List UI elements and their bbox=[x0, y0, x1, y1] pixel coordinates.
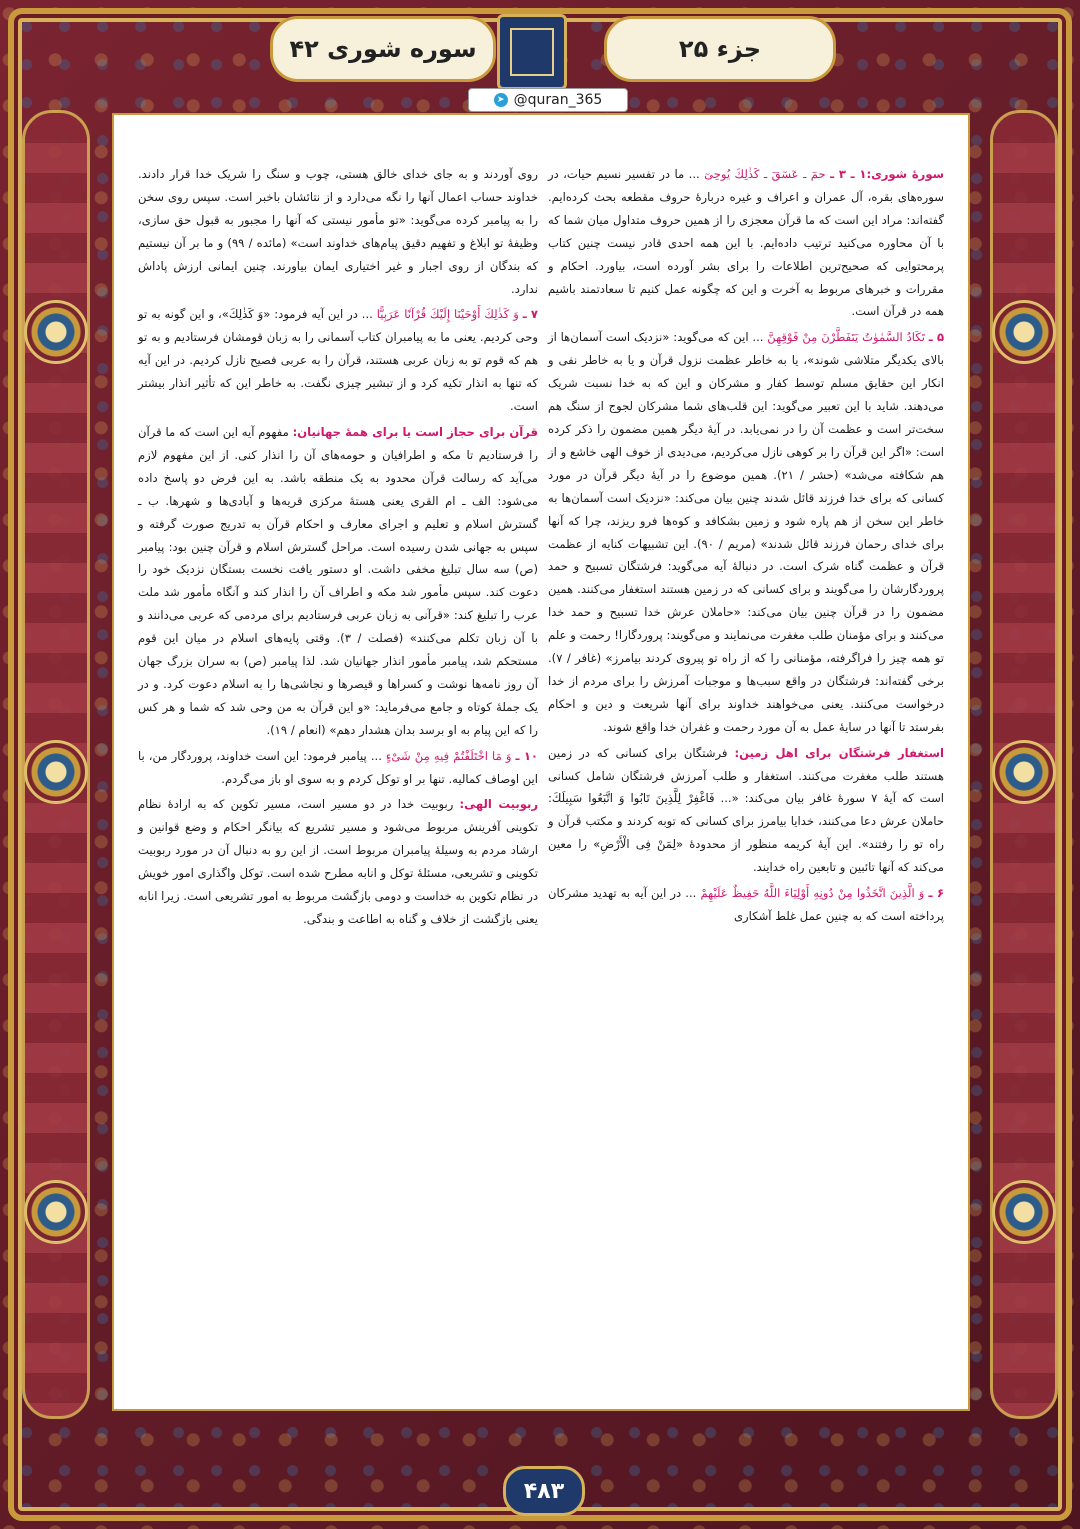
arabic-verse: وَ كَذٰلِكَ أَوْحَيْنَا إِلَيْكَ قُرْآنًا عَرَبِيًّا bbox=[372, 307, 523, 322]
surah-title: سوره شوری ۴۲ bbox=[270, 16, 496, 82]
paragraph bbox=[138, 421, 538, 742]
paragraph-lead: سورهٔ شوری:۱ ـ ۳ ـ bbox=[830, 167, 945, 181]
paragraph bbox=[138, 745, 538, 791]
paragraph-text: ربوبیت خدا در دو مسیر است، مسیر تکوین که به ارادهٔ نظام تکوینی آفرینش مربوط می‌شود و مسیر تشریع که بیانگر احکام و وضع قوانین و ارشاد مردم به وسیلهٔ پیامبران مربوط است. از این رو به دنبال آن در مورد ربوبیت تکوینی و تشریعی، مسئلهٔ توکل و انابه مطرح شده است. توکل واگذاری امور خویش در نظام تکوین به خداست و دومی بازگشت مربوط به امور تشریعی است. زیرا انابه یعنی بازگشت از خلاف و گناه به اطاعت و بندگی. bbox=[138, 797, 538, 926]
text-panel bbox=[112, 113, 970, 1411]
paragraph-lead: قرآن برای حجاز است یا برای همهٔ جهانیان: bbox=[292, 424, 539, 439]
quran-calligraphy-logo-icon bbox=[497, 14, 567, 90]
paragraph-text: روی آوردند و به جای خدای خالق هستی، چوب و سنگ را شریک خدا قرار دادند. خداوند حساب اعمال آنها را نگه می‌دارد و از نتائشان باخبر است. سپس روی سخن را به پیامبر کرده می‌گوید: «تو مأمور نیستی که آنها را مجبور به قبول حق سازی، وظیفهٔ تو ابلاغ و تفهیم دقیق پیام‌های خداوند است» (مائده / ۹۹) و ما بر آن نیستیم که بندگان از روی اجبار و غیر اختیاری ایمان بیاورند. چنین ایمانی ارزش پاداش ندارد. bbox=[138, 167, 538, 296]
paragraph bbox=[548, 742, 944, 879]
paragraph bbox=[138, 163, 538, 300]
arabic-verse: حمٓ ـ عٓسٓقٓ ـ كَذٰلِكَ يُوحِىٓ bbox=[699, 167, 831, 181]
arabic-verse: تَكَادُ السَّمٰوٰتُ يَتَفَطَّرْنَ مِنْ فَوْقِهِنَّ bbox=[763, 330, 929, 345]
paragraph bbox=[548, 163, 944, 323]
medallion-ornament-icon bbox=[992, 300, 1056, 364]
paragraph-lead: ۶ ـ bbox=[928, 886, 945, 901]
paragraph-lead: ۷ ـ bbox=[522, 307, 538, 322]
medallion-ornament-icon bbox=[24, 300, 88, 364]
paragraph bbox=[138, 303, 538, 418]
paragraph-lead: ۱۰ ـ bbox=[515, 748, 538, 763]
paragraph-text: مفهوم آیه این است که ما قرآن را فرستادیم تا مکه و اطرافیان و حومه‌های آن را انذار کنی. از این مفهوم لازم می‌آید که رسالت قرآن محدود به یک منطقه باشد. به این فرض دو پاسخ داده می‌شود: الف ـ ام القری یعنی هستهٔ مرکزی قریه‌ها و آبادی‌ها و شهرها. ب ـ گسترش اسلام و تعلیم و اجرای معارف و احکام قرآن به تدریج صورت گرفته و سپس به جهانی شدن رسیده است. مراحل گسترش اسلام و قرآن چنین بود: پیامبر (ص) سه سال تبلیغ مخفی داشت. او دستور یافت نخست بستگان نزدیک خود را دعوت کند. سپس مأمور شد مکه و اطراف آن را انذار کند و آنگاه مأمور شد ملت عرب را تبلیغ کند: «قرآنی به زبان عربی فرستادیم برای مردمی که عربی می‌دانند و با آن زبان تکلم می‌کنند» (فصلت / ۳). وقتی پایه‌های اسلام در میان این قوم مستحکم شد، پیامبر مأمور انذار جهانیان شد. لذا پیامبر (ص) به سران بزرگ جهان آن روز نامه‌ها نوشت و کسراها و قیصرها و نجاشی‌ها را به اسلام دعوت کرد. و در یک جملهٔ کوتاه و جامع می‌فرماید: «و این قرآن به من وحی شد که شما و هر کس را که این پیام به او برسد بدان هشدار دهم» (انعام / ۱۹). bbox=[138, 424, 538, 737]
paragraph-text: ... ما در تفسیر نسیم حیات، در سوره‌های بقره، آل عمران و اعراف و غیره دربارهٔ حروف مقطعه بحث کرده‌ایم. گفته‌اند: مراد این است که ما قرآن معجزی را از همین حروف متداول میان شما که با آن محاوره می‌کنید ترتیب داده‌ایم. با این همه احدی قادر نیست چنین کتاب پرمحتوایی که صحیح‌ترین اطلاعات را برای بشر آورده است، بیاورد. احکام و مقررات و خبرهای مربوط به آخرت و این که چگونه عمل کنیم تا سعادتمند باشیم همه در قرآن است. bbox=[548, 167, 944, 319]
medallion-ornament-icon bbox=[992, 1180, 1056, 1244]
paragraph-text: ... پیامبر فرمود: این است خداوند، پروردگار من، با این اوصاف کمالیه. تنها بر او توکل کردم و به سوی او باز می‌گردم. bbox=[138, 748, 538, 786]
paragraph-text: ... در این آیه فرمود: «وَ كَذٰلِكَ»، و این گونه به تو وحی کردیم. یعنی ما به پیامبران کتاب آسمانی را به زبان قومشان فرستادیم و به تو هم که قوم تو به زبان عربی هستند، قرآن را به عربی فصیح نازل کردیم. در این آیه که تنها به انذار تکیه کرد و از تبشیر چیزی نگفت. به خاطر این که تأثیر انذار بیشتر است. bbox=[138, 307, 538, 414]
paragraph-text: ... در این آیه به تهدید مشرکان پرداخته است که به چنین عمل غلط آشکاری bbox=[548, 886, 944, 923]
channel-handle-text: @quran_365 bbox=[513, 92, 603, 108]
paragraph-lead: استغفار فرشتگان برای اهل زمین: bbox=[734, 745, 944, 760]
medallion-ornament-icon bbox=[24, 1180, 88, 1244]
paragraph-lead: ربوبیت الهی: bbox=[459, 797, 538, 812]
telegram-icon: ➤ bbox=[494, 93, 508, 107]
paragraph bbox=[548, 326, 944, 738]
paragraph bbox=[138, 793, 538, 930]
arabic-verse: وَ الَّذِينَ اتَّخَذُوا مِنْ دُونِهِ أَوْلِيَاءَ اللَّهُ حَفِيظٌ عَلَيْهِمْ bbox=[696, 886, 929, 901]
page-number: ۴۸۳ bbox=[503, 1466, 585, 1516]
arabic-verse: وَ مَا اخْتَلَفْتُمْ فِيهِ مِنْ شَىْءٍ bbox=[381, 748, 516, 763]
paragraph-lead: ۵ ـ bbox=[928, 330, 945, 345]
channel-handle[interactable] bbox=[468, 88, 628, 112]
juz-title: جزء ۲۵ bbox=[604, 16, 836, 82]
paragraph-text: فرشتگان برای کسانی که در زمین هستند طلب مغفرت می‌کنند. استغفار و طلب آمرزش فرشتگان شامل کسانی است که آیهٔ ۷ سورهٔ غافر بیان می‌کند: «... فَاغْفِرْ لِلَّذِينَ تَابُوا وَ اتَّبَعُوا سَبِيلَكَ: حاملان عرش دعا می‌کنند، خدایا بیامرز برای کسانی که توبه کردند و مکتب قرآن و راه تو را رفتند». این آیهٔ کریمه منظور از محدودهٔ «لِمَنْ فِى الْأَرْضِ» را معین می‌کند که آنها تائبین و تابعین راه خدایند. bbox=[548, 745, 945, 875]
paragraph bbox=[548, 882, 944, 928]
right-text-column bbox=[548, 163, 944, 1363]
medallion-ornament-icon bbox=[24, 740, 88, 804]
medallion-ornament-icon bbox=[992, 740, 1056, 804]
paragraph-text: ... این که می‌گوید: «نزدیک است آسمان‌ها از بالای یکدیگر متلاشی شوند»، یا به خاطر عظمت نزول قرآن و یا به خاطر نفی و انکار این حقایق مسلم توسط کفار و مشرکان و این که به خدا نسبت شریک می‌دهند. شاید با این تعبیر می‌گوید: این قلب‌های شما مشرکان لجوج از سنگ هم سخت‌تر است و عظمت آن را در نمی‌یابد. در آیهٔ دیگر همین مضمون را ذکر کرده است: «اگر این قرآن را بر کوهی نازل می‌کردیم، می‌دیدی از خوف الهی خاشع و از هم شکافته می‌شد» (حشر / ۲۱). همین موضوع را در آیهٔ دیگر قرآن در مورد کسانی که برای خدا فرزند قائل شدند چنین بیان می‌کند: «نزدیک است آسمان‌ها به خاطر این سخن از هم پاره شود و زمین بشکافد و کوه‌ها فرو ریزند، چرا که آنها برای خدای رحمان فرزند قائل شدند» (مریم / ۹۰). این تشبیهات کنایه از عظمت قرآن و عظمت گناه شرک است. در دنبالهٔ آیه می‌گوید: فرشتگان تسبیح و حمد پروردگارشان را می‌گویند و برای کسانی که در زمین هستند استغفار می‌کنند. همین مضمون را در قرآن چنین بیان می‌کند: «حاملان عرش خدا تسبیح و حمد خدا می‌کنند و برای مؤمنان طلب مغفرت می‌نمایند و می‌گویند: پروردگارا! رحمت و علم تو همه چیز را فراگرفته، مؤمنانی را که از راه تو پیروی کردند بیامرز» (غافر / ۷). برخی گفته‌اند: فرشتگان در واقع سبب‌ها و موجبات آمرزش را برای مردم از خدا درخواست می‌کنند. یعنی می‌خواهند خداوند برای آنها شریعت و دین و احکام بفرستد تا آنها در سایهٔ عمل به آن مورد رحمت و غفران خدا واقع شوند. bbox=[548, 330, 944, 734]
left-text-column bbox=[138, 163, 538, 1363]
